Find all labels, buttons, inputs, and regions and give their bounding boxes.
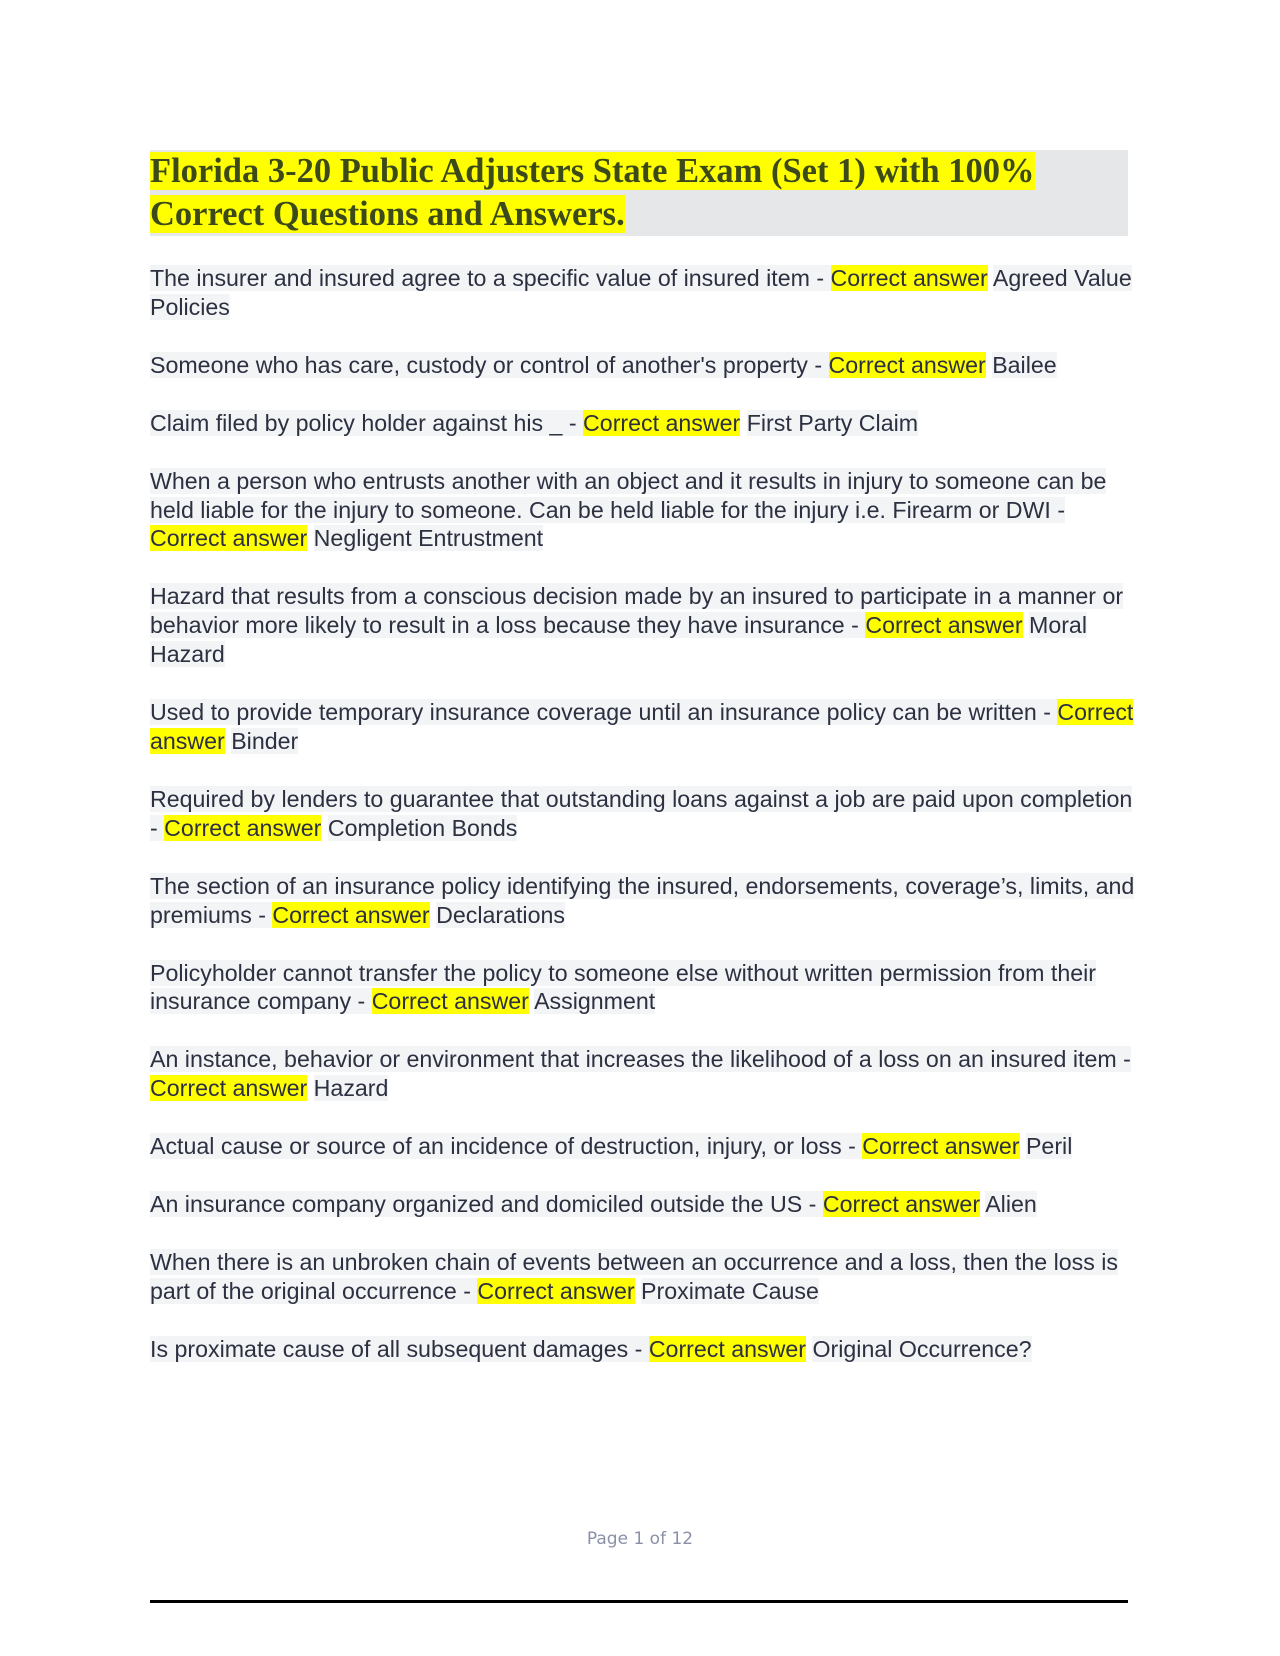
answer-text: First Party Claim: [746, 409, 919, 436]
qa-list: [150, 264, 1135, 1393]
qa-item: [150, 1190, 1135, 1219]
qa-item: [150, 698, 1135, 756]
title-block: [150, 150, 1128, 236]
correct-answer-label: Correct answer: [583, 409, 741, 436]
document-title-line-2: Correct Questions and Answers.: [150, 195, 625, 233]
question-text: Used to provide temporary insurance coverage until an insurance policy can be written -: [150, 699, 1058, 726]
question-text: The insurer and insured agree to a specific value of insured item -: [150, 265, 831, 291]
question-text: Hazard that results from a conscious decision made by an insured to participate in a manner or behavior more likely to result in a loss because they have insurance -: [150, 583, 1124, 639]
footer-divider: [150, 1600, 1128, 1603]
question-text: When there is an unbroken chain of events between an occurrence and a loss, then the loss is part of the original occurrence -: [150, 1248, 1119, 1304]
answer-text: Binder: [231, 727, 299, 754]
qa-item: [150, 1132, 1135, 1161]
document-title-line-1: Florida 3-20 Public Adjusters State Exam (Set 1) with 100%: [150, 152, 1035, 190]
correct-answer-label: Correct answer: [828, 351, 986, 378]
qa-item: [150, 467, 1135, 554]
answer-text: Declarations: [436, 901, 565, 928]
answer-text: Agreed Value Policies: [150, 265, 1132, 320]
answer-text: Bailee: [992, 351, 1057, 378]
qa-item: [150, 872, 1135, 930]
correct-answer-label: Correct answer: [164, 814, 322, 841]
answer-text: Original Occurrence?: [812, 1335, 1032, 1362]
question-text: Someone who has care, custody or control of another's property -: [150, 351, 829, 378]
question-text: Is proximate cause of all subsequent damages -: [150, 1335, 649, 1362]
correct-answer-label: Correct answer: [272, 901, 430, 928]
question-text: An instance, behavior or environment that increases the likelihood of a loss on an insured item -: [150, 1046, 1131, 1073]
question-text: Actual cause or source of an incidence of destruction, injury, or loss -: [150, 1133, 863, 1160]
correct-answer-label: Correct answer: [830, 265, 988, 291]
answer-text: Peril: [1025, 1133, 1073, 1160]
answer-text: Moral Hazard: [150, 612, 1087, 668]
qa-item: [150, 1045, 1135, 1103]
correct-answer-label: Correct answer: [822, 1191, 981, 1218]
document-title: [150, 150, 1128, 236]
correct-answer-label: Correct answer: [865, 612, 1023, 639]
question-text: Claim filed by policy holder against his _ -: [150, 409, 584, 436]
answer-text: Alien: [985, 1191, 1037, 1218]
answer-text: Negligent Entrustment: [313, 525, 544, 552]
answer-text: Assignment: [534, 988, 656, 1015]
correct-answer-label: Correct answer: [477, 1277, 635, 1304]
question-text: The section of an insurance policy identifying the insured, endorsements, coverage’s, limits, and premiums -: [150, 872, 1135, 928]
correct-answer-label: Correct answer: [150, 525, 308, 552]
qa-item: [150, 582, 1135, 669]
correct-answer-label: Correct answer: [150, 699, 1134, 754]
correct-answer-label: Correct answer: [648, 1335, 807, 1362]
page-number: Page 1 of 12: [586, 1529, 694, 1549]
correct-answer-label: Correct answer: [862, 1133, 1020, 1160]
qa-item: [150, 409, 1135, 438]
question-text: When a person who entrusts another with an object and it results in injury to someone can be held liable for the injury to someone. Can be held liable for the injury i.e. Firearm or DWI -: [150, 467, 1107, 523]
question-text: An insurance company organized and domiciled outside the US -: [150, 1191, 823, 1218]
answer-text: Proximate Cause: [641, 1277, 819, 1304]
answer-text: Completion Bonds: [327, 814, 518, 841]
correct-answer-label: Correct answer: [371, 988, 529, 1015]
qa-item: [150, 1248, 1135, 1306]
qa-item: [150, 1335, 1135, 1364]
qa-item: [150, 785, 1135, 843]
question-text: Policyholder cannot transfer the policy to someone else without written permission from their insurance company -: [150, 959, 1096, 1015]
answer-text: Hazard: [313, 1075, 389, 1102]
qa-item: [150, 351, 1135, 380]
question-text: Required by lenders to guarantee that outstanding loans against a job are paid upon completion -: [150, 785, 1133, 841]
qa-item: [150, 959, 1135, 1017]
qa-item: [150, 264, 1135, 322]
correct-answer-label: Correct answer: [150, 1075, 308, 1102]
